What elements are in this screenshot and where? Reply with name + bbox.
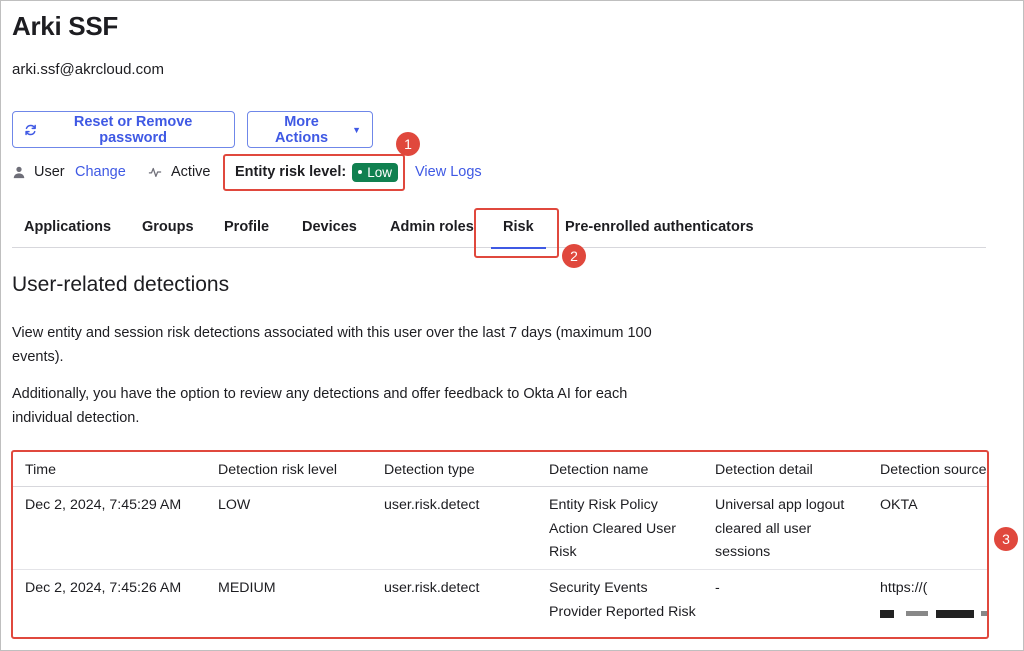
column-header-time[interactable]: Time [25,462,57,478]
user-type-label: User [34,164,65,180]
cell-source: OKTA [880,497,918,513]
risk-level-value: Low [367,164,392,180]
column-header-detail[interactable]: Detection detail [715,462,813,478]
cell-type: user.risk.detect [384,497,480,513]
refresh-icon [24,123,37,137]
more-actions-label: More Actions [274,113,329,146]
cell-detail: Universal app logout cleared all user sessions [715,497,845,560]
activity-icon [148,166,162,178]
reset-password-button[interactable] [12,111,235,148]
cell-name: Security Events Provider Reported Risk [549,580,696,620]
tab-applications[interactable]: Applications [24,219,112,235]
column-header-type[interactable]: Detection type [384,462,475,478]
column-header-source[interactable]: Detection source [880,462,987,478]
tab-devices[interactable]: Devices [302,219,357,235]
cell-source-text: https://( [880,580,928,596]
caret-down-icon: ▼ [352,124,361,135]
highlight-box-risk-tab [474,208,559,258]
column-header-risk-level[interactable]: Detection risk level [218,462,338,478]
cell-risk-level: LOW [218,497,251,513]
cell-name: Entity Risk Policy Action Cleared User Risk [549,497,676,560]
view-logs-link[interactable]: View Logs [415,164,482,180]
cell-risk-level: MEDIUM [218,580,276,596]
callout-marker-3: 3 [994,527,1018,551]
highlight-box-detections-table [11,450,989,639]
page-title: Arki SSF [12,11,118,41]
tab-groups[interactable]: Groups [142,219,194,235]
callout-marker-2: 2 [562,244,586,268]
section-feedback-note: Additionally, you have the option to review any detections and offer feedback to Okta AI for each individual detection. [12,386,628,426]
user-email: arki.ssf@akrcloud.com [12,61,164,78]
cell-detail: - [715,580,720,596]
user-type [12,161,65,183]
entity-risk-label: Entity risk level: [235,164,347,180]
tab-risk[interactable]: Risk [503,206,534,248]
cell-time: Dec 2, 2024, 7:45:26 AM [25,580,182,596]
highlight-box-risk-level [223,154,405,191]
user-icon [12,165,26,179]
reset-password-label: Reset or Remove password [73,113,193,146]
column-header-name[interactable]: Detection name [549,462,649,478]
more-actions-button[interactable] [247,111,373,148]
callout-marker-1: 1 [396,132,420,156]
section-heading: User-related detections [12,273,230,296]
tab-admin-roles[interactable]: Admin roles [390,219,474,235]
change-user-type-link[interactable]: Change [75,164,126,180]
cell-type: user.risk.detect [384,580,480,596]
user-status [148,161,211,183]
cell-time: Dec 2, 2024, 7:45:29 AM [25,497,182,513]
section-description: View entity and session risk detections associated with this user over the last 7 days (maximum 100 events). [12,325,652,365]
user-status-label: Active [171,164,211,180]
tab-profile[interactable]: Profile [224,219,270,235]
tab-pre-enrolled-authenticators[interactable]: Pre-enrolled authenticators [565,219,754,235]
